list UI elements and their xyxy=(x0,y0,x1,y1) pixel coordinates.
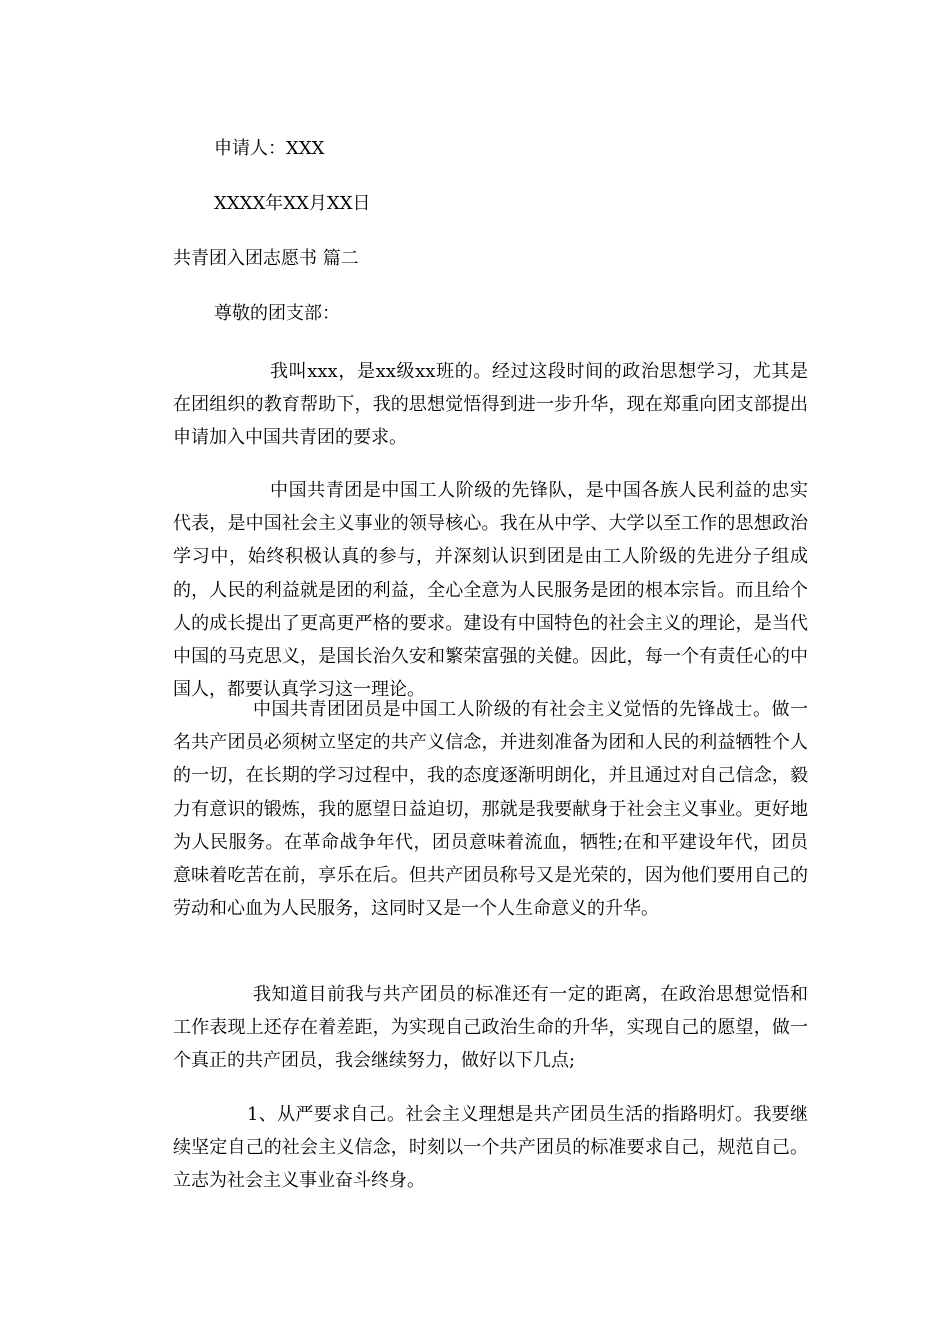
section-title: 共青团入团志愿书 篇二 xyxy=(173,248,359,269)
paragraph-3: 中国共青团团员是中国工人阶级的有社会主义觉悟的先锋战士。做一名共产团员必须树立坚定的共产义信念，并进刻准备为团和人民的利益牺牲个人的一切，在长期的学习过程中，我的态度逐渐明朗化，并且通过对自己信念，毅力有意识的锻炼，我的愿望日益迫切，那就是我要献身于社会主义事业。更好地为人民服务。在革命战争年代，团员意味着流血，牺牲;在和平建设年代，团员意味着吃苦在前，享乐在后。但共产团员称号又是光荣的，因为他们要用自己的劳动和心血为人民服务，这同时又是一个人生命意义的升华。 xyxy=(173,699,808,920)
paragraph-1: 我叫xxx，是xx级xx班的。经过这段时间的政治思想学习，尤其是在团组织的教育帮助下，我的思想觉悟得到进一步升华，现在郑重向团支部提出申请加入中国共青团的要求。 xyxy=(173,361,808,449)
salutation: 尊敬的团支部： xyxy=(214,303,340,324)
paragraph-4: 我知道目前我与共产团员的标准还有一定的距离，在政治思想觉悟和工作表现上还存在着差距，为实现自己政治生命的升华，实现自己的愿望，做一个真正的共产团员，我会继续努力，做好以下几点; xyxy=(173,984,808,1072)
applicant-line: 申请人：XXX xyxy=(214,138,325,159)
date-line: XXXX年XX月XX日 xyxy=(214,193,371,214)
paragraph-2: 中国共青团是中国工人阶级的先锋队，是中国各族人民利益的忠实代表，是中国社会主义事业的领导核心。我在从中学、大学以至工作的思想政治学习中，始终积极认真的参与，并深刻认识到团是由工人阶级的先进分子组成的，人民的利益就是团的利益，全心全意为人民服务是团的根本宗旨。而且给个人的成长提出了更高更严格的要求。建设有中国特色的社会主义的理论，是当代中国的马克思义，是国长治久安和繁荣富强的关健。因此，每一个有责任心的中国人，都要认真学习这一理论。 xyxy=(173,480,808,701)
paragraph-5: 1、从严要求自己。社会主义理想是共产团员生活的指路明灯。我要继续坚定自己的社会主义信念，时刻以一个共产团员的标准要求自己，规范自己。立志为社会主义事业奋斗终身。 xyxy=(173,1104,808,1192)
